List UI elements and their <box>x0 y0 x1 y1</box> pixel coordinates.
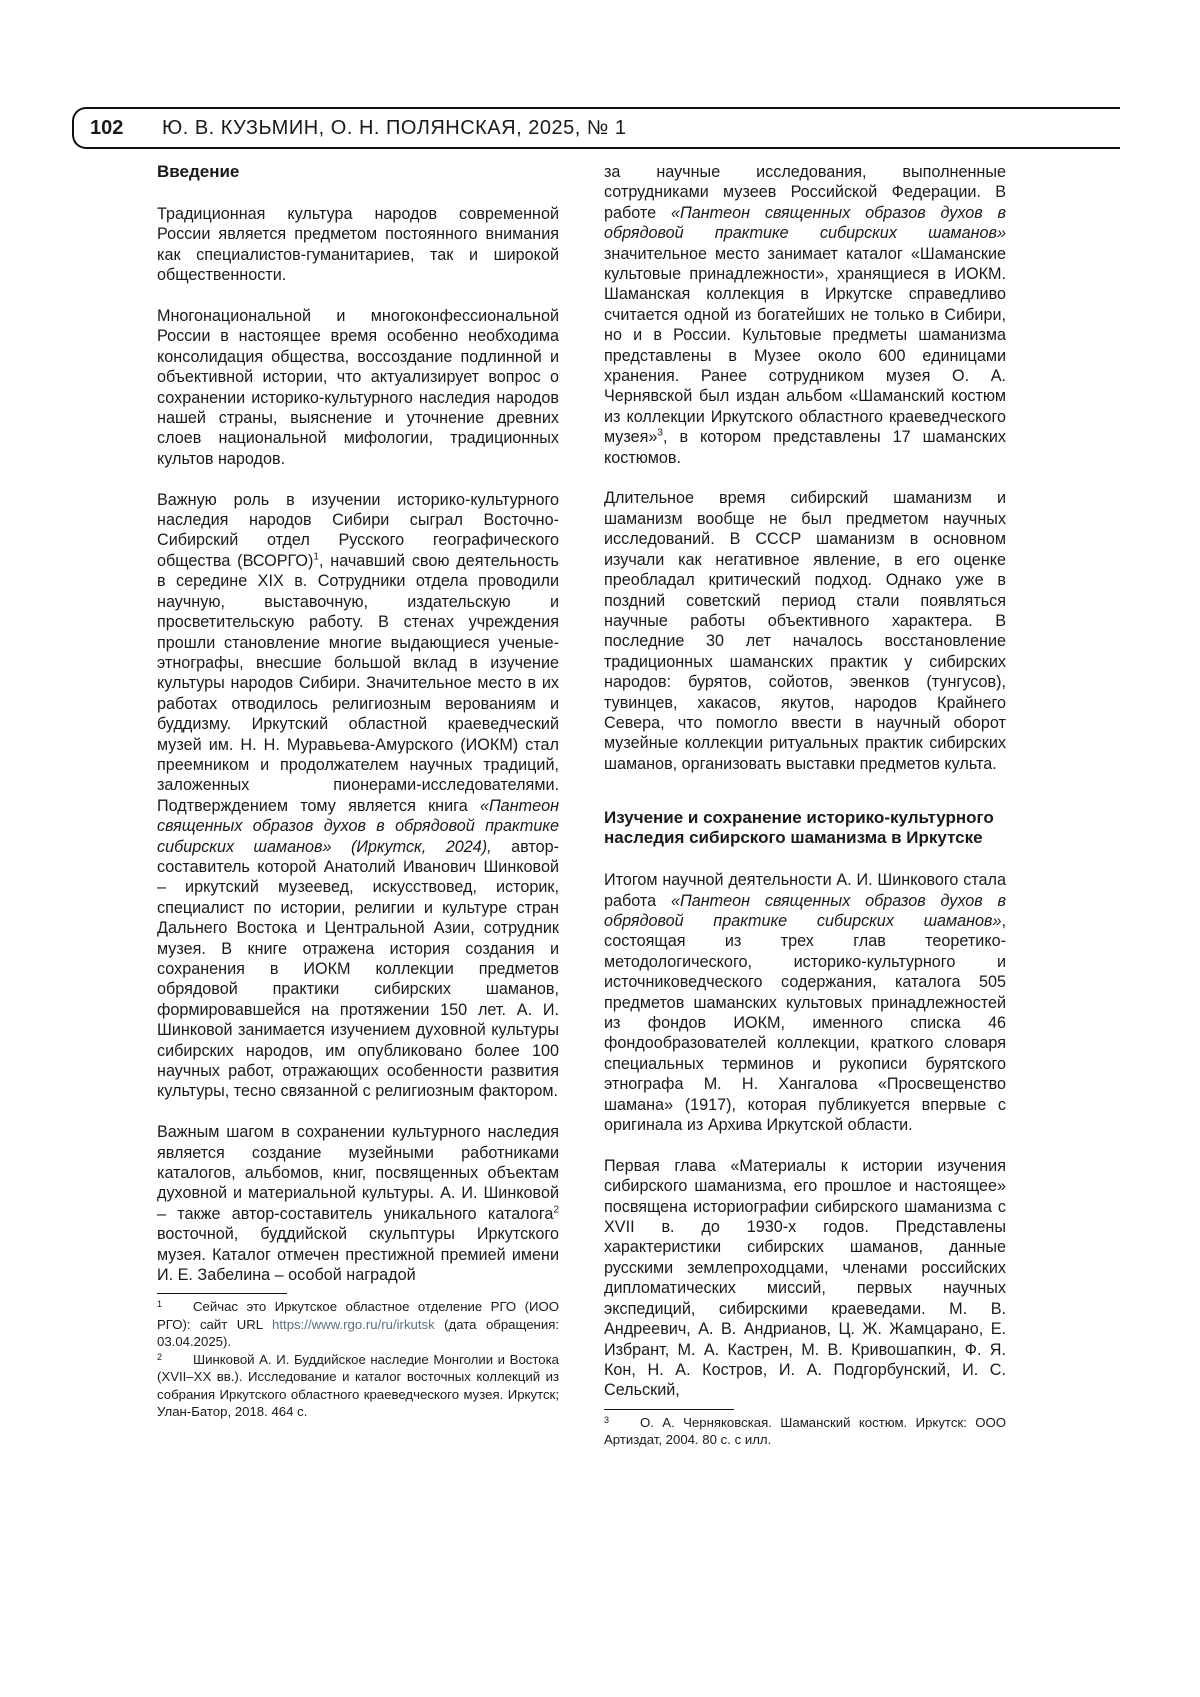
text-run: за научные исследования, выполненные сотрудниками музеев Российской Федерации. В работе <box>604 163 1006 222</box>
text-run: Итогом научной деятельности А. И. Шинкового стала работа <box>604 871 1006 910</box>
footnote-number: 1 <box>157 1299 163 1310</box>
right-paragraphs-b <box>604 870 1006 1401</box>
text-run: восточной, буддийской скульптуры Иркутского музея. Каталог отмечен престижной премией имени И. Е. Забелина – особой наградой <box>157 1225 559 1285</box>
footnote-divider <box>604 1409 734 1410</box>
text-run: значительное место занимает каталог «Шаманские культовые принадлежности», хранящиеся в ИОКМ. Шаманская коллекция в Иркутске справедливо считается одной из богатейших не только в Сибири, но и в России. Культовые предметы шаманизма представлены в Музее около 600 единицами хранения. Ранее сотрудником музея О. А. Чернявской был издан альбом «Шаманский костюм из коллекции Иркутского областного краеведческого музея» <box>604 244 1006 447</box>
running-header <box>72 107 1120 149</box>
page-number: 102 <box>90 117 124 139</box>
text-run: Важную роль в изучении историко-культурного наследия народов Сибири сыграл Восточно-Сибирский отдел Русского географического общества (ВСОРГО) <box>157 490 559 570</box>
text-run: Шинковой А. И. Буддийское наследие Монголии и Востока (XVII–XX вв.). Исследование и каталог восточных коллекций из собрания Иркутского областного краеведческого музея. Иркутск; Улан-Батор, 2018. 464 с. <box>157 1351 559 1419</box>
footnote <box>157 1351 559 1421</box>
right-footnote-area <box>604 1401 1006 1449</box>
left-column <box>157 162 559 1460</box>
italic-title: «Пантеон священных образов духов в обрядовой практике сибирских шаманов» <box>604 203 1006 243</box>
paragraph <box>604 488 1006 774</box>
paragraph <box>157 1122 559 1285</box>
left-footnote-area <box>157 1285 559 1420</box>
right-column <box>604 162 1006 1489</box>
footnote-number: 2 <box>157 1351 163 1362</box>
footnote-number: 3 <box>604 1414 610 1425</box>
paragraph <box>157 306 559 469</box>
text-run: (дата обращения: 03.04.2025). <box>157 1316 559 1350</box>
url-link[interactable]: https://www.rgo.ru/ru/irkutsk <box>272 1316 435 1332</box>
section-heading-study: Изучение и сохранение историко-культурного наследия сибирского шаманизма в Иркутске <box>604 808 994 848</box>
italic-title: «Пантеон священных образов духов в обрядовой практике сибирских шаманов» <box>604 891 1006 930</box>
text-run: , состоящая из трех глав теоретико-методологического, историко-культурного и источниковедческого содержания, каталога 505 предметов шаманских культовых принадлежностей из фондов ИОКМ, именного списка 46 фондообразователей коллекции, краткого словаря специальных терминов и рукописи бурятского этнографа М. Н. Хангалова «Просвещенство шамана» (1917), которая публикуется впервые с оригинала из Архива Иркутской области. <box>604 911 1006 1135</box>
text-run: Важным шагом в сохранении культурного наследия является создание музейными работниками каталогов, альбомов, книг, посвященных объектам духовной и материальной культуры. А. И. Шинковой – также автор-составитель уникального каталога <box>157 1123 559 1223</box>
text-run: О. А. Черняковская. Шаманский костюм. Иркутск: ООО Артиздат, 2004. 80 с. с илл. <box>604 1414 1006 1448</box>
right-footnotes <box>604 1414 1006 1449</box>
text-run: Сейчас это Иркутское областное отделение РГО (ИОО РГО): сайт URL <box>157 1299 559 1332</box>
footnote <box>157 1298 559 1350</box>
footnote-ref: 1 <box>313 551 319 563</box>
text-run: , начавший свою деятельность в середине XIX в. Сотрудники отдела проводили научную, выставочную, издательскую и просветительскую работу. В стенах учреждения прошли становление многие выдающиеся ученые-этнографы, внесшие большой вклад в изучение культуры народов Сибири. Значительное место в их работах отводилось религиозным верованиям и буддизму. Иркутский областной краеведческий музей им. Н. Н. Муравьева-Амурского (ИОКМ) стал преемником и продолжателем научных традиций, заложенных пионерами-исследователями. Подтверждением тому является книга <box>157 551 559 815</box>
paragraph <box>604 870 1006 1135</box>
left-footnotes <box>157 1298 559 1420</box>
right-paragraphs-a <box>604 162 1006 774</box>
footnote-ref: 2 <box>553 1204 559 1216</box>
footnote <box>604 1414 1006 1449</box>
paragraph <box>157 490 559 1102</box>
text-run: Многонациональной и многоконфессиональной России в настоящее время особенно необходима консолидация общества, воссоздание подлинной и объективной истории, что актуализирует вопрос о сохранении историко-культурного наследия народов нашей страны, выяснение и уточнение древних слоев национальной мифологии, традиционных культов народов. <box>157 307 559 468</box>
text-run: Длительное время сибирский шаманизм и шаманизм вообще не был предметом научных исследований. В СССР шаманизм в основном изучали как негативное явление, в его оценке преобладал критический подход. Однако уже в поздний советский период стали появляться научные работы объективного характера. В последние 30 лет началось восстановление традиционных шаманских практик у сибирских народов: бурятов, сойотов, эвенков (тунгусов), тувинцев, хакасов, якутов, народов Крайнего Севера, что помогло ввести в научный оборот музейные коллекции ритуальных практик сибирских шаманов, организовать выставки предметов культа. <box>604 489 1006 773</box>
italic-title: «Пантеон священных образов духов в обрядовой практике сибирских шаманов» (Иркутск, 2024), <box>157 796 559 856</box>
text-run: автор-составитель которой Анатолий Иванович Шинковой – иркутский музеевед, искусствовед, историк, специалист по истории, религии и культуре стран Дальнего Востока и Центральной Азии, сотрудник музея. В книге отражена история создания и сохранения в ИОКМ коллекции предметов обрядовой практики сибирских шаманов, формировавшейся на протяжении 150 лет. А. И. Шинковой занимается изучением духовной культуры сибирских народов, им опубликовано более 100 научных работ, отражающих особенности развития культуры, тесно связанной с религиозным фактором. <box>157 837 559 1101</box>
paragraph <box>604 162 1006 468</box>
text-run: Первая глава «Материалы к истории изучения сибирского шаманизма, его прошлое и настоящее» посвящена историографии сибирского шаманизма с XVII в. до 1930-х годов. Представлены характеристики сибирских шаманов, данные русскими землепроходцами, членами российских дипломатических миссий, первых научных экспедиций, сибирскими краеведами. М. В. Андреевич, А. В. Андрианов, Ц. Ж. Жамцарано, Е. Избрант, М. А. Кастрен, М. В. Кривошапкин, Ф. Я. Кон, Н. А. Костров, И. А. Подгорбунский, И. С. Сельский, <box>604 1156 1006 1400</box>
section-heading-introduction: Введение <box>157 162 240 181</box>
paragraph <box>157 204 559 286</box>
footnote-divider <box>157 1293 287 1294</box>
text-run: Традиционная культура народов современной России является предметом постоянного внимания как специалистов-гуманитариев, так и широкой общественности. <box>157 205 559 285</box>
text-run: , в котором представлены 17 шаманских костюмов. <box>604 428 1006 467</box>
footnote-ref: 3 <box>657 427 663 439</box>
running-title: Ю. В. КУЗЬМИН, О. Н. ПОЛЯНСКАЯ, 2025, № 1 <box>162 117 627 139</box>
paragraph <box>604 1156 1006 1401</box>
left-paragraphs <box>157 204 559 1285</box>
